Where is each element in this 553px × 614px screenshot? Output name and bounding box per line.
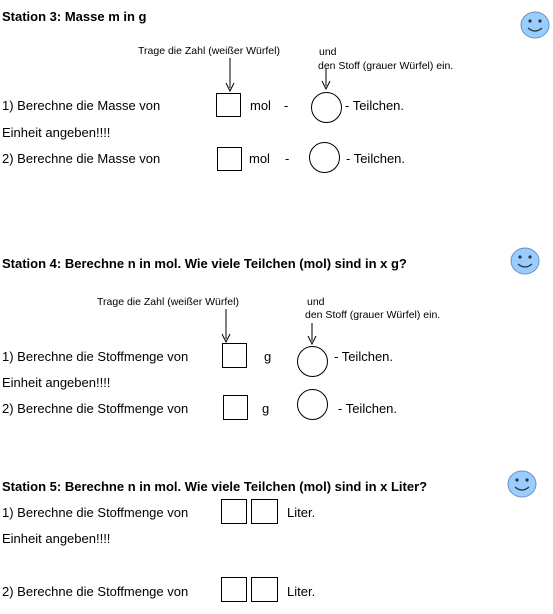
task-label: 1) Berechne die Stoffmenge von	[2, 349, 189, 364]
number-input-box[interactable]	[223, 395, 248, 420]
unit-label: mol	[249, 151, 270, 166]
unit-note: Einheit angeben!!!!	[2, 375, 111, 390]
task-label: 2) Berechne die Stoffmenge von	[2, 401, 189, 416]
unit-label: g	[264, 349, 272, 364]
unit-label: g	[262, 401, 270, 416]
task-label: 1) Berechne die Stoffmenge von	[2, 505, 189, 520]
unit-label: mol	[250, 98, 271, 113]
arrow-down-icon	[220, 309, 232, 343]
number-input-box[interactable]	[251, 499, 278, 524]
number-input-box[interactable]	[251, 577, 278, 602]
smiley-face-icon	[520, 11, 550, 39]
unit-note: Einheit angeben!!!!	[2, 125, 111, 140]
task-label: 2) Berechne die Stoffmenge von	[2, 584, 189, 599]
hint-number-label: Trage die Zahl (weißer Würfel)	[138, 45, 280, 57]
substance-input-circle[interactable]	[309, 142, 340, 173]
number-input-box[interactable]	[216, 93, 241, 117]
hint-number-label: Trage die Zahl (weißer Würfel)	[97, 296, 239, 308]
hint-substance-label: den Stoff (grauer Würfel) ein.	[318, 60, 454, 72]
dash-label: -	[284, 98, 289, 113]
substance-input-circle[interactable]	[297, 346, 328, 377]
station4-title: Station 4: Berechne n in mol. Wie viele Teilchen (mol) sind in x g?	[2, 256, 407, 271]
suffix-label: - Teilchen.	[334, 349, 394, 364]
suffix-label: - Teilchen.	[345, 98, 405, 113]
station5-title: Station 5: Berechne n in mol. Wie viele Teilchen (mol) sind in x Liter?	[2, 479, 428, 494]
hint-and-label: und	[307, 296, 325, 308]
substance-input-circle[interactable]	[297, 389, 328, 420]
task-label: 2) Berechne die Masse von	[2, 151, 161, 166]
arrow-down-icon	[320, 68, 332, 90]
unit-label: Liter.	[287, 584, 316, 599]
number-input-box[interactable]	[222, 343, 247, 368]
dash-label: -	[285, 151, 290, 166]
number-input-box[interactable]	[217, 147, 242, 171]
suffix-label: - Teilchen.	[338, 401, 398, 416]
substance-input-circle[interactable]	[311, 92, 342, 123]
task-label: 1) Berechne die Masse von	[2, 98, 161, 113]
arrow-down-icon	[224, 58, 236, 92]
smiley-face-icon	[510, 247, 540, 275]
number-input-box[interactable]	[221, 499, 247, 524]
hint-and-label: und	[319, 46, 337, 58]
number-input-box[interactable]	[221, 577, 247, 602]
arrow-down-icon	[306, 323, 318, 345]
smiley-face-icon	[507, 470, 537, 498]
hint-substance-label: den Stoff (grauer Würfel) ein.	[305, 309, 441, 321]
unit-label: Liter.	[287, 505, 316, 520]
suffix-label: - Teilchen.	[346, 151, 406, 166]
unit-note: Einheit angeben!!!!	[2, 531, 111, 546]
station3-title: Station 3: Masse m in g	[2, 9, 147, 24]
